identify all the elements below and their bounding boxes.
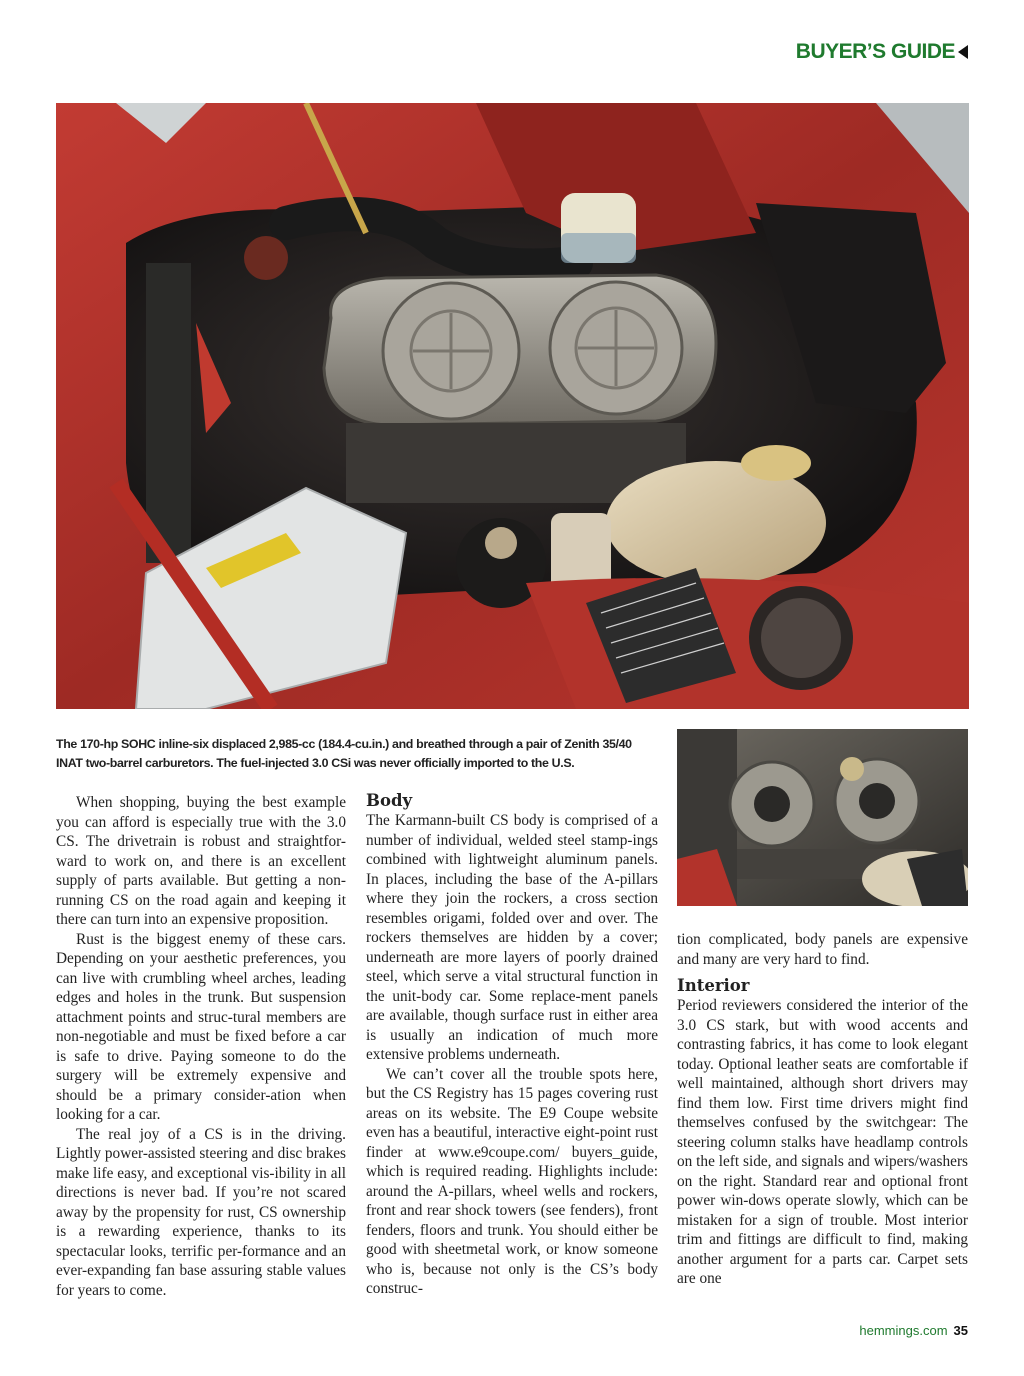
photo-caption: The 170-hp SOHC inline-six displaced 2,985-cc (184.4-cu.in.) and breathed through a pair of Zenith 35/40 INAT two-barrel carburetors. The fuel-injected 3.0 CSi was never officially imported to the U.S. bbox=[56, 737, 632, 770]
triangle-left-icon bbox=[958, 45, 968, 59]
article-column-1 bbox=[56, 793, 346, 1300]
section-heading-body: Body bbox=[366, 791, 413, 810]
carburetors-photo bbox=[677, 729, 968, 906]
article-column-3 bbox=[677, 930, 968, 1289]
paragraph: When shopping, buying the best example you can afford is especially true with the 3.0 CS. The drivetrain is robust and straightfor-ward to work on, and there is an excellent supply of parts available. But getting a non-running CS on the road again and keeping it there can turn into an expensive proposition. bbox=[56, 794, 346, 928]
footer-site: hemmings.com bbox=[859, 1323, 948, 1338]
page-footer bbox=[859, 1323, 968, 1338]
engine-bay-illustration bbox=[56, 103, 969, 709]
section-heading-interior: Interior bbox=[677, 976, 750, 995]
section-label-text: BUYER’S GUIDE bbox=[795, 40, 955, 63]
page-number: 35 bbox=[953, 1323, 968, 1338]
paragraph: Period reviewers considered the interior of the 3.0 CS stark, but with wood accents and contrasting fabrics, it has come to look elegant today. Optional leather seats are comfortable if well maintained, although short drivers may find them low. First time drivers might find themselves confused by the switchgear: The steering column stalks have headlamp controls on the left side, and signals and wipers/washers on the right. Standard rear and optional front power win-dows operate slowly, which can be mistaken for a sign of trouble. Most interior trim and fittings are difficult to find, making another argument for a parts car. Carpet sets are one bbox=[677, 997, 968, 1287]
engine-bay-photo bbox=[56, 103, 969, 709]
article-column-2 bbox=[366, 791, 658, 1299]
paragraph: The Karmann-built CS body is comprised of a number of individual, welded steel stamp-ings combined with lightweight aluminum panels. In places, including the base of the A-pillars where they join the rockers, a cross section resembles origami, folded over and over. The rockers themselves are hidden by a cover; underneath are more layers of poorly drained steel, which serve a vital structural function in the unit-body car. Some replace-ment panels are available, though surface rust in either area is usually an indication of much more extensive problems underneath. bbox=[366, 812, 658, 1063]
carburetors-illustration bbox=[677, 729, 968, 906]
section-label bbox=[796, 40, 968, 64]
paragraph: The real joy of a CS is in the driving. Lightly power-assisted steering and disc brakes make life easy, and exceptional vis-ibility in all directions is never bad. If you’re not scared away by the propensity for rust, CS ownership is a rewarding experience, thanks to its spectacular looks, terrific per-formance and an ever-expanding fan base assuring stable values for years to come. bbox=[56, 1125, 346, 1299]
paragraph: tion complicated, body panels are expensive and many are very hard to find. bbox=[677, 931, 968, 968]
paragraph: We can’t cover all the trouble spots here, but the CS Registry has 15 pages covering rust areas on its website. The E9 Coupe website even has a beautiful, interactive eight-point rust finder at www.e9coupe.com/ buyers_guide, which is required reading. Highlights include: around the A-pillars, wheel wells and rockers, front and rear shock towers (see fenders), front fenders, floors and trunk. You should either be good with sheetmetal work, or know someone who is, because not only is the CS’s body construc- bbox=[366, 1065, 658, 1297]
paragraph: Rust is the biggest enemy of these cars. Depending on your aesthetic preferences, you can live with crumbling wheel arches, leading edges and holes in the trunk. But suspension attachment points and struc-tural members are non-negotiable and must be fixed before a car is safe to drive. Paying someone to do the surgery will be extremely expensive and should be a primary consider-ation when looking for a car. bbox=[56, 930, 346, 1123]
